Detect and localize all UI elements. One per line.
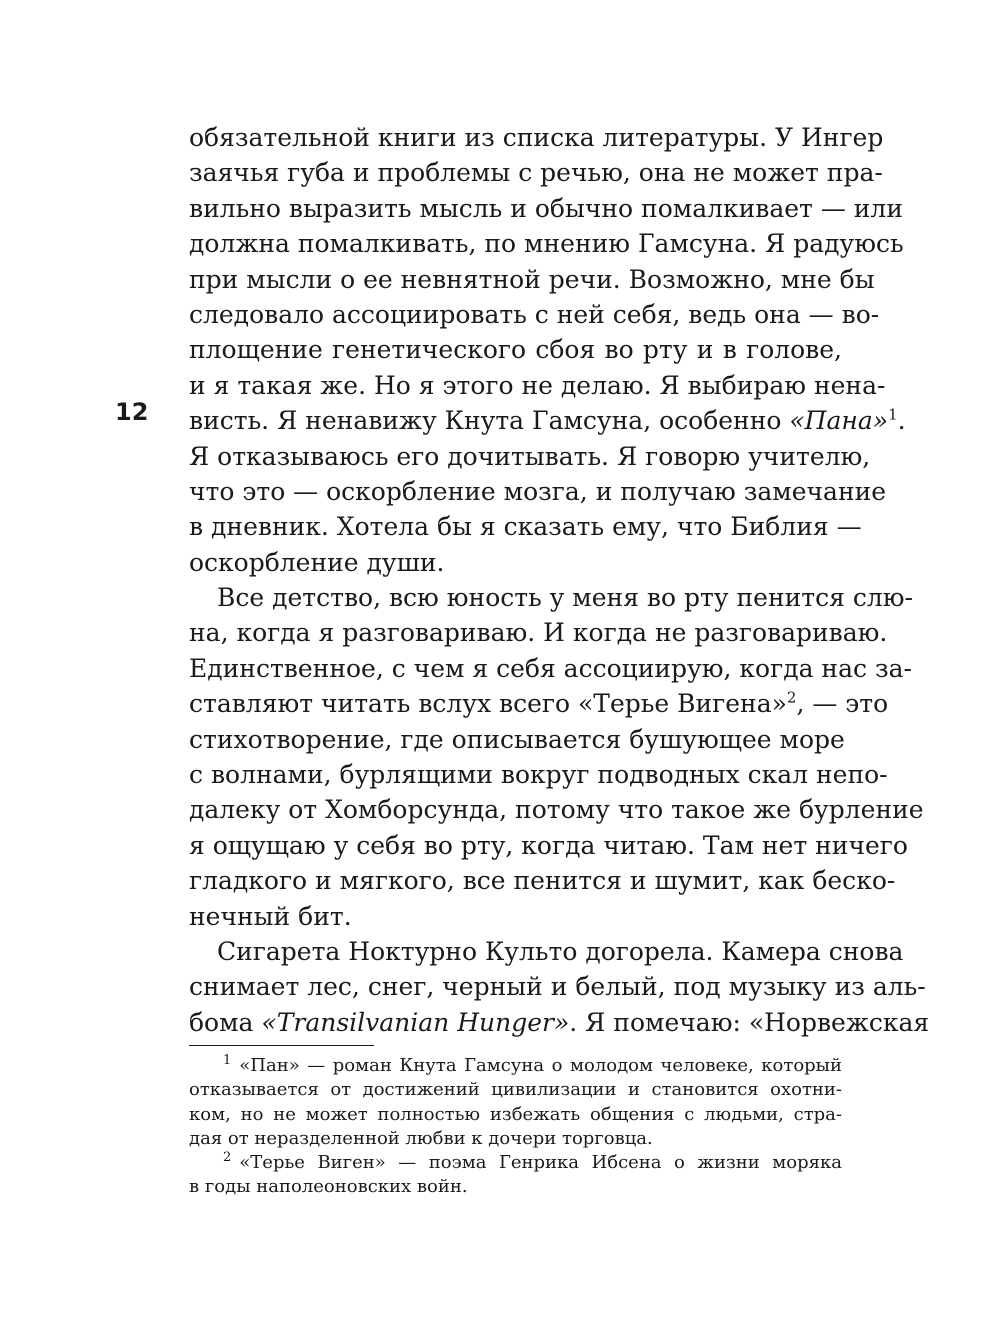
footnote-divider <box>189 1045 374 1046</box>
text-line: должна помалкивать, по мнению Гамсуна. Я радуюсь <box>189 229 904 259</box>
footnote-1-line: $^1$ «Пан» — роман Кнута Гамсуна о молодом человеке, который <box>223 1053 842 1076</box>
text-line: площение генетического сбоя во рту и в голове, <box>189 335 842 365</box>
text-line: стихотворение, где описывается бушующее море <box>189 724 845 754</box>
text-line: заячья губа и проблемы с речью, она не может пра- <box>189 158 883 188</box>
page-number: 12 <box>115 398 149 426</box>
text-line: Единственное, с чем я себя ассоциирую, когда нас за- <box>189 653 912 683</box>
album-title: «Transilvanian Hunger» <box>261 1007 570 1037</box>
footnotes <box>189 1054 842 1200</box>
text-line: и я такая же. Но я этого не делаю. Я выбираю нена- <box>189 370 886 400</box>
text-line: с волнами, бурлящими вокруг подводных скал непо- <box>189 760 888 790</box>
text-line: Я отказываюсь его дочитывать. Я говорю учителю, <box>189 441 871 471</box>
footnote-1-line: ком, но не может полностью избежать общения с людьми, стра- <box>189 1103 842 1125</box>
footnote-ref-2[interactable]: 2 <box>786 688 797 707</box>
body-text <box>189 120 930 1040</box>
footnote-ref-1[interactable]: 1 <box>888 405 898 424</box>
text-line: в дневник. Хотела бы я сказать ему, что Библия — <box>189 512 862 542</box>
text-line: что это — оскорбление мозга, и получаю замечание <box>189 476 887 506</box>
footnote-1-mark: 1 <box>223 1053 232 1068</box>
text-line: нечный бит. <box>189 901 352 931</box>
footnote-2-line: $^2$ «Терье Виген» — поэма Генрика Ибсена о жизни моряка <box>223 1150 842 1174</box>
text-line: оскорбление души. <box>189 547 445 577</box>
text-line: ставляют читать вслух всего «Терье Вигена»$^2$, — это <box>189 688 889 719</box>
text-line: снимает лес, снег, черный и белый, под музыку из аль- <box>189 972 926 1002</box>
text-line: обязательной книги из списка литературы. У Ингер <box>189 123 884 152</box>
footnote-2-mark: 2 <box>223 1150 232 1166</box>
text-line: я ощущаю у себя во рту, когда читаю. Там нет ничего <box>189 830 908 860</box>
text-line: висть. Я ненавижу Кнута Гамсуна, особенно «Пана»$^1$. <box>189 405 906 436</box>
text-line: вильно выразить мысль и обычно помалкивает — или <box>189 193 903 223</box>
footnote-1-line: отказывается от достижений цивилизации и становится охотни- <box>189 1079 842 1101</box>
text-line: следовало ассоциировать с ней себя, ведь она — во- <box>189 299 880 329</box>
paragraph-start-line: Все детство, всю юность у меня во рту пенится слю- <box>217 583 913 613</box>
paragraph-start-line: Сигарета Ноктурно Культо догорела. Камера снова <box>217 936 904 966</box>
book-title-pan: «Пана» <box>789 406 889 436</box>
text-line: на, когда я разговариваю. И когда не разговариваю. <box>189 618 888 648</box>
text-line: гладкого и мягкого, все пенится и шумит, как беско- <box>189 866 896 896</box>
footnote-1-line: дая от неразделенной любви к дочери торговца. <box>189 1127 653 1149</box>
footnote-2-line: в годы наполеоновских войн. <box>189 1176 468 1198</box>
text-line: при мысли о ее невнятной речи. Возможно, мне бы <box>189 264 875 294</box>
text-line: далеку от Хомборсунда, потому что такое же бурление <box>189 795 924 825</box>
text-line: бома «Transilvanian Hunger». Я помечаю: «Норвежская <box>189 1007 930 1037</box>
